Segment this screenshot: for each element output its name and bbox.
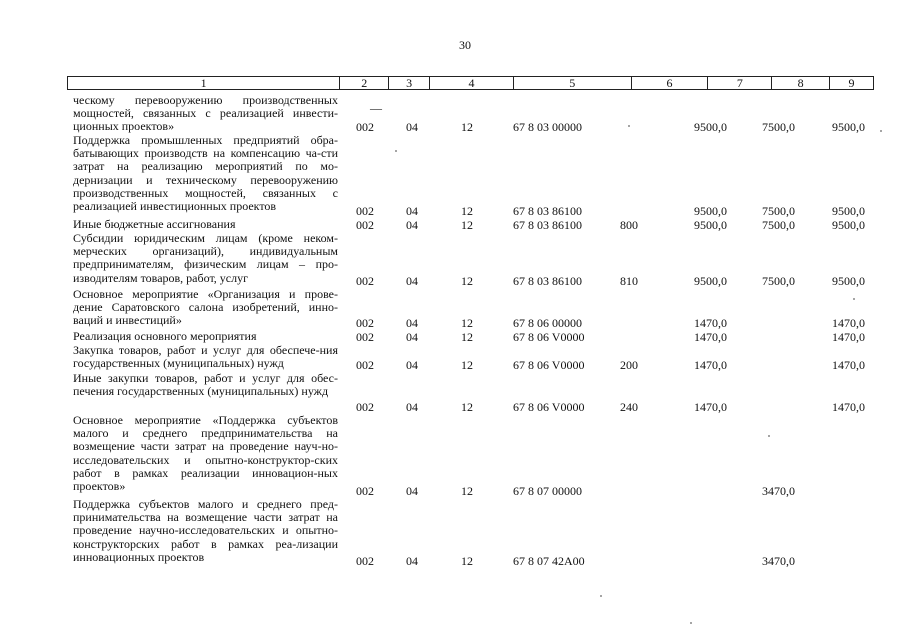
- cell-subsection: 12: [461, 217, 473, 232]
- cell-amount-7: 9500,0: [694, 217, 727, 232]
- cell-expense-type: 800: [620, 217, 638, 232]
- cell-amount-7: 9500,0: [694, 119, 727, 134]
- cell-target-code: 67 8 07 42A00: [513, 553, 585, 568]
- cell-target-code: 67 8 03 00000: [513, 119, 582, 134]
- cell-section: 04: [406, 203, 418, 218]
- cell-amount-9: 1470,0: [832, 357, 865, 372]
- cell-section: 04: [406, 357, 418, 372]
- page-number: 30: [459, 38, 471, 52]
- cell-subsection: 12: [461, 273, 473, 288]
- row-description: Основное мероприятие «Организация и прове-дение Саратовского салона изобретений, инно-ваций и инвестиций»: [73, 287, 338, 328]
- cell-subsection: 12: [461, 315, 473, 330]
- table-row: [0, 344, 905, 372]
- cell-amount-9: 9500,0: [832, 119, 865, 134]
- scan-speck: [690, 622, 692, 624]
- cell-amount-8: 7500,0: [762, 203, 795, 218]
- scan-speck: [628, 125, 630, 127]
- cell-ministry: 002: [356, 203, 374, 218]
- table-row: [0, 232, 905, 288]
- column-header-1: 1: [68, 77, 340, 89]
- cell-amount-8: 7500,0: [762, 217, 795, 232]
- cell-ministry: 002: [356, 329, 374, 344]
- row-description: Субсидии юридическим лицам (кроме неком-мерческих организаций), индивидуальным предпринимателям, физическим лицам – про-изводителям товаров, работ, услуг: [73, 231, 338, 285]
- row-description: Основное мероприятие «Поддержка субъектов малого и среднего предпринимательства на возмещение части затрат на проведение науч-но-исследовательских и опытно-конструктор-ских работ в рамках реализации инновацион-ных проектов»: [73, 413, 338, 494]
- column-header-5: 5: [514, 77, 632, 89]
- cell-amount-8: 3470,0: [762, 483, 795, 498]
- cell-ministry: 002: [356, 399, 374, 414]
- cell-section: 04: [406, 315, 418, 330]
- cell-target-code: 67 8 07 00000: [513, 483, 582, 498]
- cell-amount-8: 7500,0: [762, 119, 795, 134]
- cell-ministry: 002: [356, 119, 374, 134]
- column-header-4: 4: [430, 77, 514, 89]
- row-description: Иные закупки товаров, работ и услуг для обес-печения государственных (муниципальных) нужд: [73, 371, 338, 399]
- table-row: [0, 218, 905, 232]
- cell-subsection: 12: [461, 483, 473, 498]
- cell-subsection: 12: [461, 119, 473, 134]
- cell-amount-7: 9500,0: [694, 203, 727, 218]
- cell-section: 04: [406, 217, 418, 232]
- scan-speck: [853, 298, 855, 300]
- cell-target-code: 67 8 06 00000: [513, 315, 582, 330]
- column-header-8: 8: [772, 77, 830, 89]
- scan-speck: [395, 150, 397, 152]
- table-row: [0, 288, 905, 330]
- scan-speck: [768, 435, 770, 437]
- cell-amount-8: 3470,0: [762, 553, 795, 568]
- cell-ministry: 002: [356, 217, 374, 232]
- cell-amount-8: 7500,0: [762, 273, 795, 288]
- cell-amount-7: 1470,0: [694, 357, 727, 372]
- cell-amount-9: 9500,0: [832, 273, 865, 288]
- cell-section: 04: [406, 483, 418, 498]
- cell-ministry: 002: [356, 553, 374, 568]
- table-row: [0, 414, 905, 498]
- cell-amount-9: 9500,0: [832, 203, 865, 218]
- column-header-6: 6: [632, 77, 709, 89]
- cell-target-code: 67 8 06 V0000: [513, 329, 585, 344]
- cell-target-code: 67 8 03 86100: [513, 217, 582, 232]
- column-header-3: 3: [389, 77, 430, 89]
- cell-section: 04: [406, 273, 418, 288]
- cell-subsection: 12: [461, 203, 473, 218]
- row-description: Поддержка промышленных предприятий обра-батывающих производств на компенсацию ча-сти затрат на реализацию мероприятий по мо-дернизации и техническому перевооружению производственных мощностей, связанных с реализацией инвестиционных проектов: [73, 133, 338, 214]
- cell-amount-7: 1470,0: [694, 399, 727, 414]
- scan-speck: [600, 595, 602, 597]
- cell-target-code: 67 8 06 V0000: [513, 357, 585, 372]
- cell-target-code: 67 8 03 86100: [513, 203, 582, 218]
- row-description: Поддержка субъектов малого и среднего пред-принимательства на возмещение части затрат на проведение научно-исследовательских и опытно-конструкторских работ в рамках реа-лизации инновационных проектов: [73, 497, 338, 564]
- row-description: Иные бюджетные ассигнования: [73, 217, 236, 231]
- cell-ministry: 002: [356, 357, 374, 372]
- cell-expense-type: 810: [620, 273, 638, 288]
- table-row: [0, 372, 905, 414]
- column-header-7: 7: [708, 77, 772, 89]
- cell-amount-7: 9500,0: [694, 273, 727, 288]
- cell-section: 04: [406, 119, 418, 134]
- cell-expense-type: 200: [620, 357, 638, 372]
- column-header-9: 9: [848, 76, 855, 90]
- cell-subsection: 12: [461, 357, 473, 372]
- table-row: [0, 94, 905, 134]
- cell-subsection: 12: [461, 399, 473, 414]
- cell-ministry: 002: [356, 315, 374, 330]
- cell-amount-9: 1470,0: [832, 315, 865, 330]
- row-description: Закупка товаров, работ и услуг для обеспече-ния государственных (муниципальных) нужд: [73, 343, 338, 371]
- cell-section: 04: [406, 399, 418, 414]
- cell-amount-9: 1470,0: [832, 399, 865, 414]
- cell-amount-9: 9500,0: [832, 217, 865, 232]
- cell-section: 04: [406, 553, 418, 568]
- row-description: Реализация основного мероприятия: [73, 329, 257, 343]
- table-row: [0, 330, 905, 344]
- cell-target-code: 67 8 03 86100: [513, 273, 582, 288]
- cell-ministry: 002: [356, 273, 374, 288]
- cell-subsection: 12: [461, 329, 473, 344]
- scan-speck: [880, 130, 882, 132]
- table-row: [0, 134, 905, 218]
- row-description: ческому перевооружению производственных мощностей, связанных с реализацией инвести-ционных проектов»: [73, 93, 338, 134]
- column-header-row: [67, 76, 874, 90]
- cell-amount-7: 1470,0: [694, 315, 727, 330]
- column-header-2: 2: [340, 77, 389, 89]
- cell-subsection: 12: [461, 553, 473, 568]
- cell-amount-7: 1470,0: [694, 329, 727, 344]
- cell-target-code: 67 8 06 V0000: [513, 399, 585, 414]
- table-row: [0, 498, 905, 568]
- dash-mark: —: [370, 101, 382, 115]
- cell-amount-9: 1470,0: [832, 329, 865, 344]
- cell-expense-type: 240: [620, 399, 638, 414]
- cell-ministry: 002: [356, 483, 374, 498]
- cell-section: 04: [406, 329, 418, 344]
